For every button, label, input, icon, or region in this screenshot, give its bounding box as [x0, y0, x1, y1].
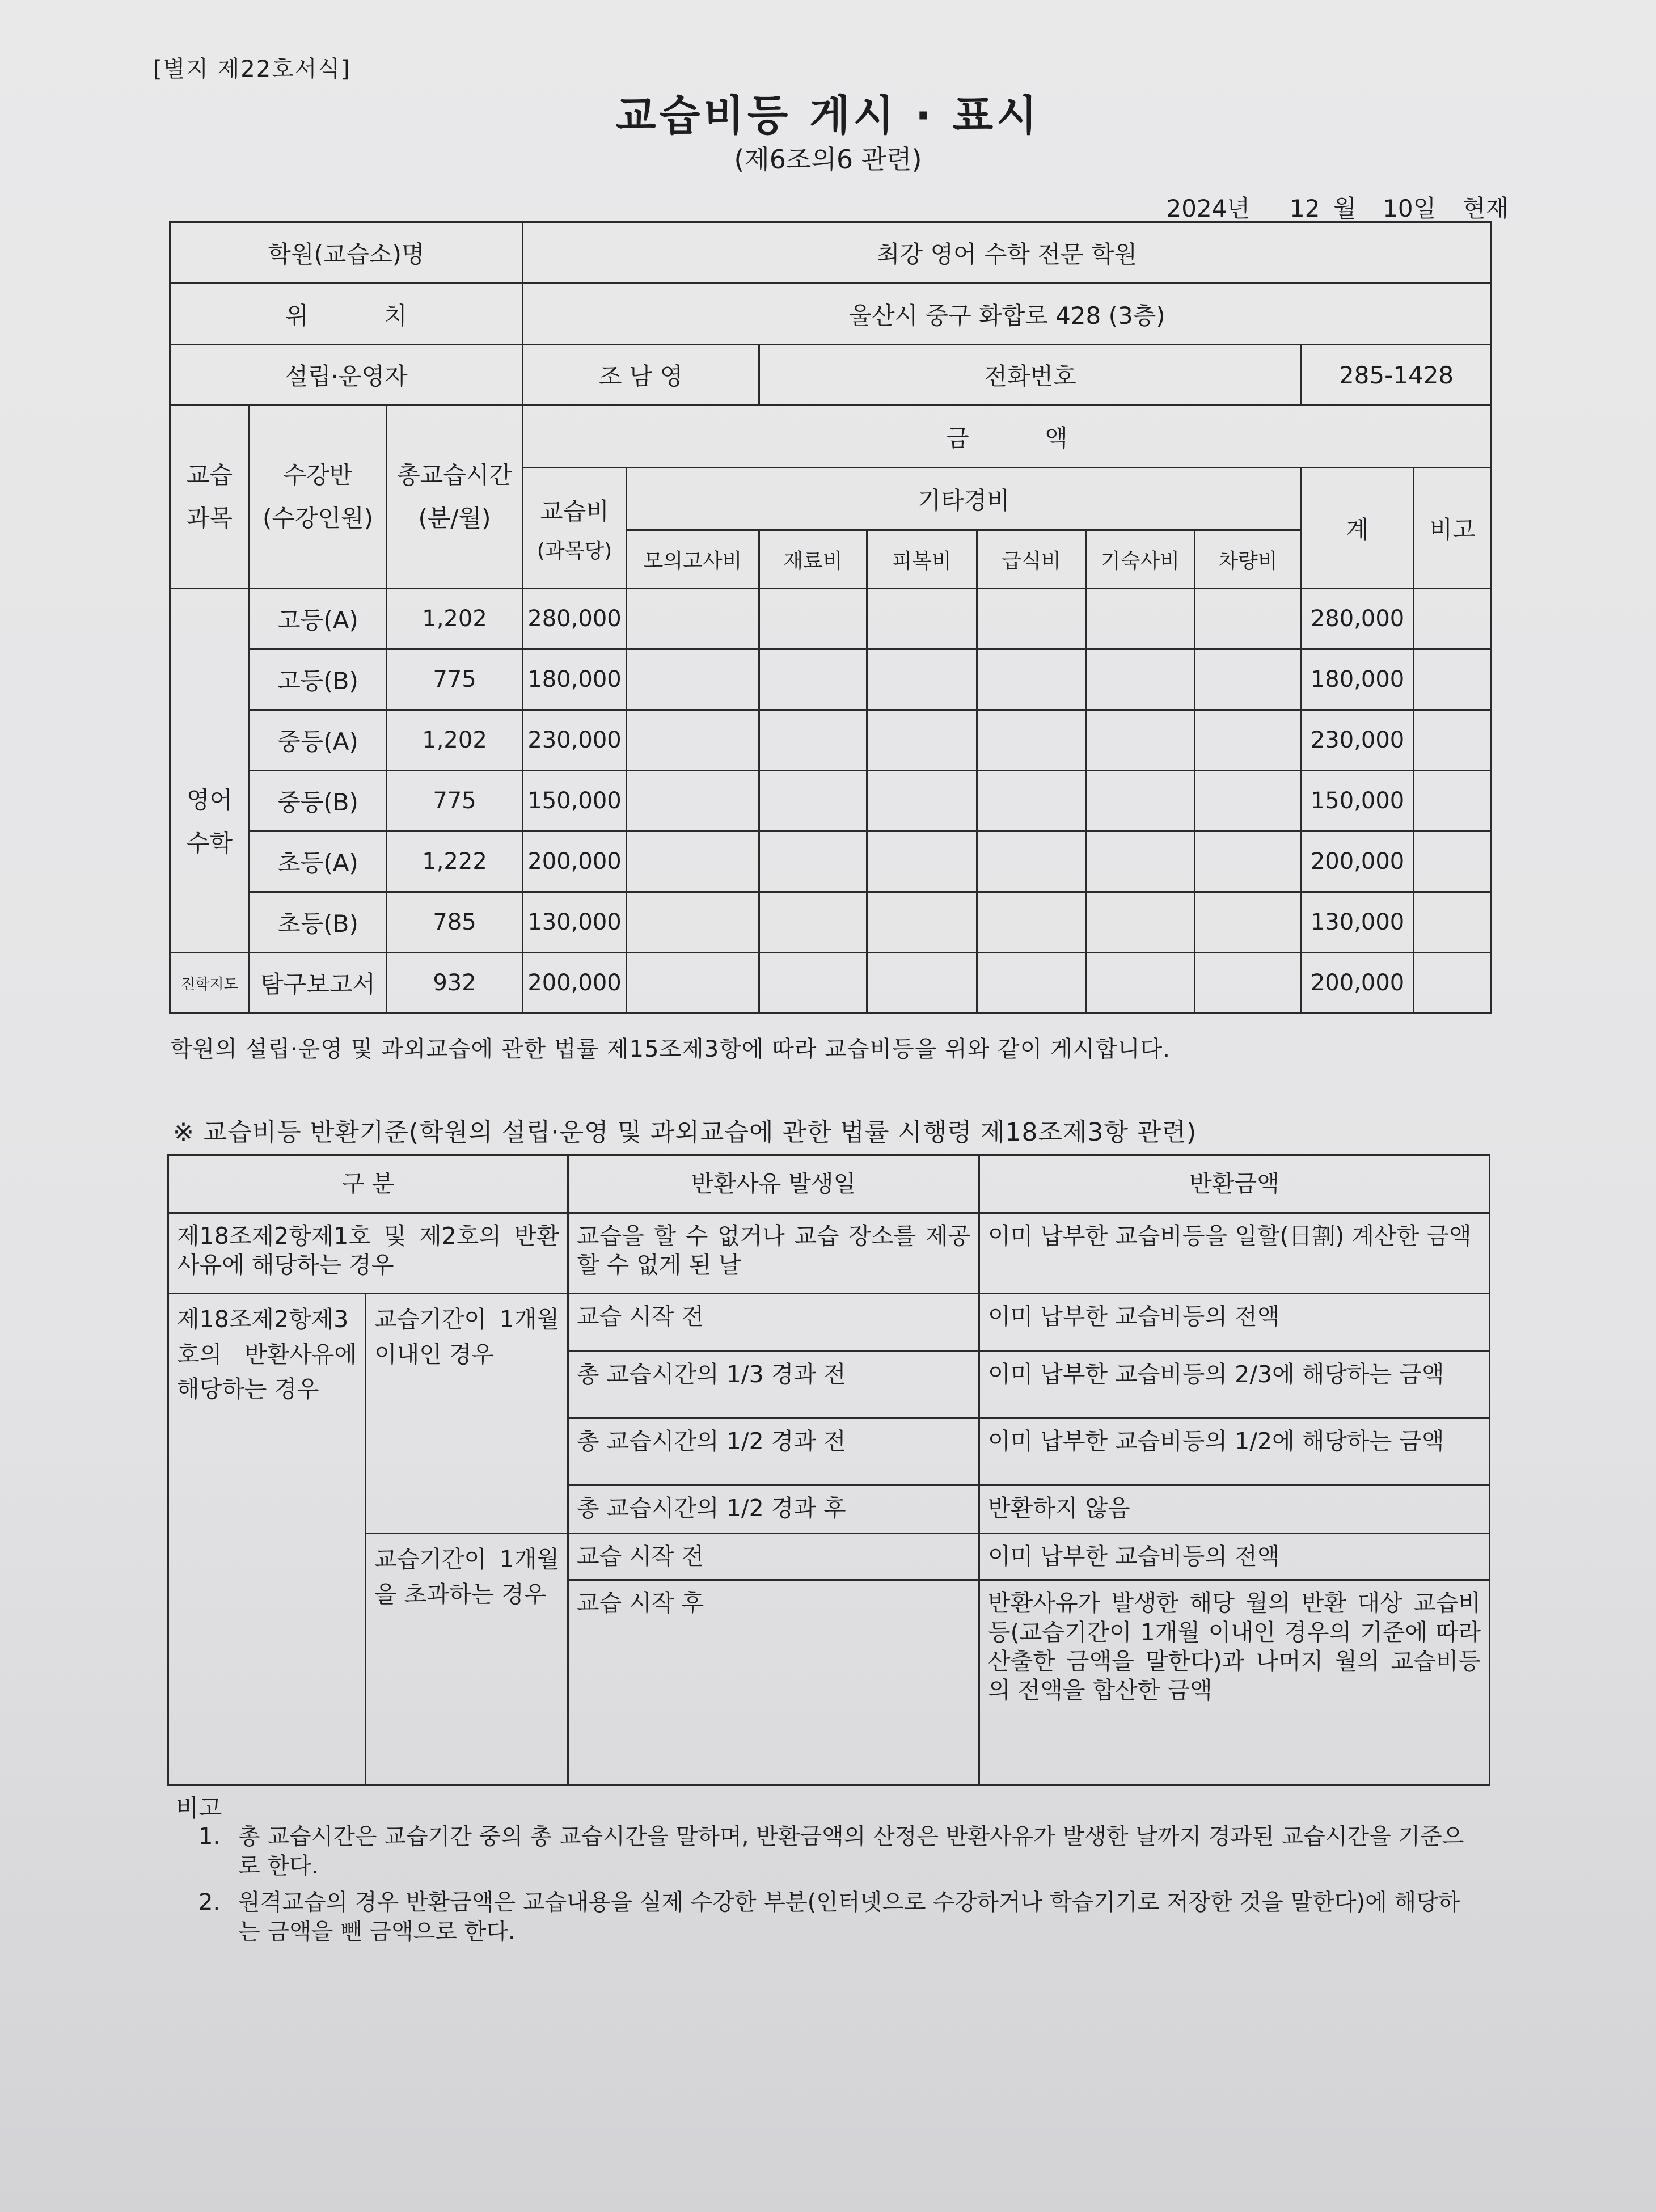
fee-cell-empty [1195, 710, 1302, 771]
fee-cell-empty [627, 771, 759, 831]
refund-header-row [168, 1155, 1490, 1213]
page-subtitle: (제6조의6 관련) [734, 144, 922, 175]
phone-label: 전화번호 [759, 345, 1302, 406]
fee-cell-empty [1414, 953, 1492, 1014]
fee-cell-empty [627, 892, 759, 953]
fee-cell-empty [977, 710, 1086, 771]
location-label: 위 치 [170, 284, 523, 345]
fee-tuition: 200,000 [523, 953, 627, 1014]
refund-within-label: 교습기간이 1개월 이내인 경우 [366, 1294, 568, 1534]
header-class: 수강반 (수강인원) [250, 406, 387, 589]
fee-cell-empty [1086, 771, 1195, 831]
fee-class: 초등(A) [250, 831, 387, 892]
fee-tuition: 280,000 [523, 589, 627, 649]
fee-row-0 [170, 589, 1492, 649]
fee-cell-empty [867, 953, 977, 1014]
fee-cell-empty [627, 710, 759, 771]
remark-item [198, 1888, 1486, 1947]
refund-header-date: 반환사유 발생일 [568, 1155, 979, 1213]
fee-total: 130,000 [1302, 892, 1414, 953]
fee-header-row-1 [170, 406, 1492, 468]
header-other-dormitory: 기숙사비 [1086, 530, 1195, 589]
fee-tuition: 150,000 [523, 771, 627, 831]
fee-cell-empty [977, 649, 1086, 710]
fee-hours: 775 [387, 771, 523, 831]
fee-tuition: 180,000 [523, 649, 627, 710]
page-title: 교습비등 게시 · 표시 [615, 91, 1041, 140]
fee-cell-empty [1086, 892, 1195, 953]
refund-o2-date: 교습 시작 후 [568, 1580, 979, 1785]
header-subject: 교습 과목 [170, 406, 250, 589]
refund-w3-amount: 이미 납부한 교습비등의 1/2에 해당하는 금액 [979, 1419, 1490, 1485]
fee-cell-empty [759, 771, 867, 831]
refund-r1-amount: 이미 납부한 교습비등을 일할(日割) 계산한 금액 [979, 1213, 1490, 1294]
header-note: 비고 [1414, 468, 1492, 589]
operator-label: 설립·운영자 [170, 345, 523, 406]
subject-english-math: 영어 수학 [170, 589, 250, 953]
posting-notice: 학원의 설립·운영 및 과외교습에 관한 법률 제15조제3항에 따라 교습비등을 위와 같이 게시합니다. [170, 1036, 1171, 1062]
fee-row-4 [170, 831, 1492, 892]
refund-w2-date: 총 교습시간의 1/3 경과 전 [568, 1352, 979, 1419]
refund-o1-date: 교습 시작 전 [568, 1534, 979, 1580]
fee-class: 중등(A) [250, 710, 387, 771]
fee-cell-empty [627, 589, 759, 649]
info-row-academy [170, 222, 1492, 284]
fee-cell-empty [759, 953, 867, 1014]
fee-table [169, 221, 1492, 1014]
fee-total: 200,000 [1302, 831, 1414, 892]
header-amount: 금 액 [523, 406, 1492, 468]
header-other-uniform: 피복비 [867, 530, 977, 589]
fee-cell-empty [1086, 589, 1195, 649]
location-value: 울산시 중구 화합로 428 (3층) [523, 284, 1492, 345]
fee-cell-empty [867, 831, 977, 892]
info-row-location [170, 284, 1492, 345]
fee-cell-empty [867, 771, 977, 831]
fee-class: 초등(B) [250, 892, 387, 953]
fee-hours: 785 [387, 892, 523, 953]
header-other-vehicle: 차량비 [1195, 530, 1302, 589]
fee-cell-empty [759, 589, 867, 649]
fee-cell-empty [1195, 953, 1302, 1014]
fee-hours: 775 [387, 649, 523, 710]
fee-cell-empty [1414, 831, 1492, 892]
info-row-operator [170, 345, 1492, 406]
fee-row-5 [170, 892, 1492, 953]
fee-class: 고등(A) [250, 589, 387, 649]
refund-w3-date: 총 교습시간의 1/2 경과 전 [568, 1419, 979, 1485]
refund-r1-date: 교습을 할 수 없거나 교습 장소를 제공할 수 없게 된 날 [568, 1213, 979, 1294]
remark-text: 원격교습의 경우 반환금액은 교습내용을 실제 수강한 부분(인터넷으로 수강하거나 학습기기로 저장한 것을 말한다)에 해당하는 금액을 뺀 금액으로 한다. [238, 1889, 1460, 1945]
fee-total: 200,000 [1302, 953, 1414, 1014]
fee-total: 180,000 [1302, 649, 1414, 710]
fee-hours: 1,202 [387, 710, 523, 771]
refund-w4-amount: 반환하지 않음 [979, 1485, 1490, 1534]
remark-number: 1. [198, 1823, 221, 1850]
subject-admission-guidance: 진학지도 [170, 953, 250, 1014]
fee-total: 280,000 [1302, 589, 1414, 649]
fee-cell-empty [1086, 953, 1195, 1014]
fee-cell-empty [1195, 892, 1302, 953]
fee-cell-empty [977, 771, 1086, 831]
fee-cell-empty [977, 589, 1086, 649]
header-tuition-label: 교습비 [540, 497, 609, 525]
fee-row-2 [170, 710, 1492, 771]
fee-total: 230,000 [1302, 710, 1414, 771]
refund-header-category: 구 분 [168, 1155, 568, 1213]
header-other-mock-exam: 모의고사비 [627, 530, 759, 589]
refund-row-o1 [168, 1534, 1490, 1580]
refund-row-1 [168, 1213, 1490, 1294]
fee-cell-empty [1086, 831, 1195, 892]
fee-cell-empty [1414, 892, 1492, 953]
date-current: 2024년 12 월 10일 현재 [1166, 195, 1509, 222]
refund-o1-amount: 이미 납부한 교습비등의 전액 [979, 1534, 1490, 1580]
fee-cell-empty [977, 953, 1086, 1014]
fee-cell-empty [1195, 589, 1302, 649]
fee-total: 150,000 [1302, 771, 1414, 831]
fee-cell-empty [1414, 771, 1492, 831]
form-label: [별지 제22호서식] [153, 56, 351, 82]
fee-cell-empty [627, 649, 759, 710]
refund-w1-amount: 이미 납부한 교습비등의 전액 [979, 1294, 1490, 1352]
refund-header-amount: 반환금액 [979, 1155, 1490, 1213]
fee-cell-empty [1195, 649, 1302, 710]
refund-table [167, 1154, 1490, 1786]
header-tuition-sub: (과목당) [536, 539, 612, 563]
refund-w2-amount: 이미 납부한 교습비등의 2/3에 해당하는 금액 [979, 1352, 1490, 1419]
refund-r2-category: 제18조제2항제3호의 반환사유에 해당하는 경우 [168, 1294, 366, 1785]
fee-cell-empty [867, 589, 977, 649]
remark-text: 총 교습시간은 교습기간 중의 총 교습시간을 말하며, 반환금액의 산정은 반환사유가 발생한 날까지 경과된 교습시간을 기준으로 한다. [238, 1823, 1464, 1879]
fee-cell-empty [977, 831, 1086, 892]
fee-cell-empty [1086, 649, 1195, 710]
fee-class: 탐구보고서 [250, 953, 387, 1014]
refund-heading: ※ 교습비등 반환기준(학원의 설립·운영 및 과외교습에 관한 법률 시행령 제18조제3항 관련) [173, 1118, 1197, 1147]
remark-number: 2. [198, 1889, 221, 1915]
fee-cell-empty [1195, 771, 1302, 831]
fee-hours: 1,222 [387, 831, 523, 892]
refund-row-w1 [168, 1294, 1490, 1352]
header-total: 계 [1302, 468, 1414, 589]
fee-tuition: 130,000 [523, 892, 627, 953]
operator-value: 조 남 영 [523, 345, 759, 406]
fee-row-6 [170, 953, 1492, 1014]
fee-hours: 932 [387, 953, 523, 1014]
header-hours: 총교습시간 (분/월) [387, 406, 523, 589]
refund-over-label: 교습기간이 1개월을 초과하는 경우 [366, 1534, 568, 1785]
fee-cell-empty [759, 831, 867, 892]
fee-tuition: 230,000 [523, 710, 627, 771]
remark-item [198, 1822, 1486, 1881]
refund-r1-category: 제18조제2항제1호 및 제2호의 반환사유에 해당하는 경우 [168, 1213, 568, 1294]
fee-cell-empty [867, 892, 977, 953]
refund-w4-date: 총 교습시간의 1/2 경과 후 [568, 1485, 979, 1534]
fee-hours: 1,202 [387, 589, 523, 649]
fee-cell-empty [1086, 710, 1195, 771]
header-other-meals: 급식비 [977, 530, 1086, 589]
refund-w1-date: 교습 시작 전 [568, 1294, 979, 1352]
fee-class: 중등(B) [250, 771, 387, 831]
fee-cell-empty [759, 710, 867, 771]
fee-class: 고등(B) [250, 649, 387, 710]
academy-label: 학원(교습소)명 [170, 222, 523, 284]
fee-cell-empty [1414, 710, 1492, 771]
fee-cell-empty [867, 710, 977, 771]
fee-cell-empty [1195, 831, 1302, 892]
remarks-title: 비고 [176, 1794, 222, 1822]
fee-cell-empty [627, 953, 759, 1014]
fee-cell-empty [1414, 589, 1492, 649]
fee-row-3 [170, 771, 1492, 831]
academy-value: 최강 영어 수학 전문 학원 [523, 222, 1492, 284]
fee-row-1 [170, 649, 1492, 710]
header-other-materials: 재료비 [759, 530, 867, 589]
fee-cell-empty [627, 831, 759, 892]
phone-value: 285-1428 [1302, 345, 1492, 406]
fee-cell-empty [977, 892, 1086, 953]
header-tuition [523, 468, 627, 589]
fee-cell-empty [867, 649, 977, 710]
fee-tuition: 200,000 [523, 831, 627, 892]
header-other-costs: 기타경비 [627, 468, 1302, 530]
fee-cell-empty [759, 649, 867, 710]
fee-cell-empty [1414, 649, 1492, 710]
fee-cell-empty [759, 892, 867, 953]
refund-o2-amount: 반환사유가 발생한 해당 월의 반환 대상 교습비등(교습기간이 1개월 이내인 경우의 기준에 따라 산출한 금액을 말한다)과 나머지 월의 교습비등의 전액을 합산한 금액 [979, 1580, 1490, 1785]
